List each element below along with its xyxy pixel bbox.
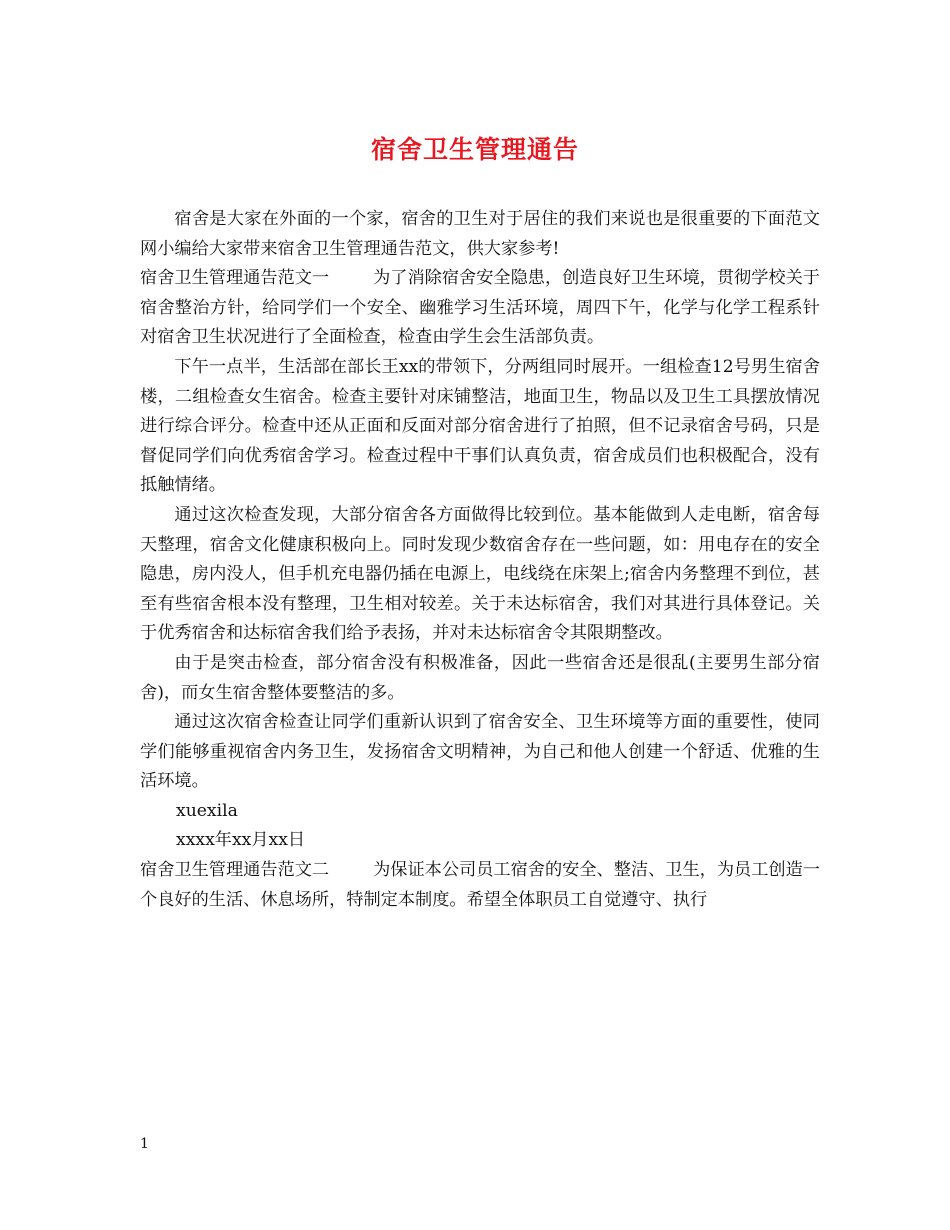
date-line: xxxx年xx月xx日	[176, 830, 306, 851]
body-paragraph: 通过这次宿舍检查让同学们重新认识到了宿舍安全、卫生环境等方面的重要性，使同学们能够重视宿舍内务卫生，发扬宿舍文明精神，为自己和他人创建一个舒适、优雅的生活环境。	[140, 712, 820, 792]
section-one-paragraph	[140, 264, 820, 353]
body-paragraph: 由于是突击检查，部分宿舍没有积极准备，因此一些宿舍还是很乱(主要男生部分宿舍)，而女生宿舍整体要整洁的多。	[140, 652, 820, 703]
section-two-lead: 为保证本公司员工宿舍的安全、整洁、卫生，为员工创造一个良好的生活、休息场所，特制定本制度。希望全体职员工自觉遵守、执行	[140, 860, 820, 910]
body-paragraph: 下午一点半，生活部在部长王xx的带领下，分两组同时展开。一组检查12号男生宿舍楼，二组检查女生宿舍。检查主要针对床铺整洁，地面卫生，物品以及卫生工具摆放情况进行综合评分。检查中还从正面和反面对部分宿舍进行了拍照，但不记录宿舍号码，只是督促同学们向优秀宿舍学习。检查过程中干事们认真负责，宿舍成员们也积极配合，没有抵触情绪。	[140, 356, 820, 496]
section-two-paragraph	[140, 856, 820, 915]
body-paragraph: 通过这次检查发现，大部分宿舍各方面做得比较到位。基本能做到人走电断，宿舍每天整理，宿舍文化健康积极向上。同时发现少数宿舍存在一些问题，如：用电存在的安全隐患，房内没人，但手机充电器仍插在电源上，电线绕在床架上;宿舍内务整理不到位，甚至有些宿舍根本没有整理，卫生相对较差。关于未达标宿舍，我们对其进行具体登记。关于优秀宿舍和达标宿舍我们给予表扬，并对未达标宿舍令其限期整改。	[140, 504, 820, 644]
intro-paragraph: 宿舍是大家在外面的一个家，宿舍的卫生对于居住的我们来说也是很重要的下面范文网小编给大家带来宿舍卫生管理通告范文，供大家参考!	[140, 209, 820, 259]
section-two-heading: 宿舍卫生管理通告范文二	[140, 860, 330, 881]
section-one-lead: 为了消除宿舍安全隐患，创造良好卫生环境，贯彻学校关于宿舍整治方针，给同学们一个安全、幽雅学习生活环境，周四下午，化学与化学工程系针对宿舍卫生状况进行了全面检查，检查由学生会生活部负责。	[140, 268, 820, 348]
section-one-heading: 宿舍卫生管理通告范文一	[140, 268, 330, 289]
page-number: 1	[140, 1136, 149, 1152]
signature: xuexila	[176, 800, 238, 821]
document-body	[140, 205, 820, 915]
document-title: 宿舍卫生管理通告	[370, 135, 579, 164]
